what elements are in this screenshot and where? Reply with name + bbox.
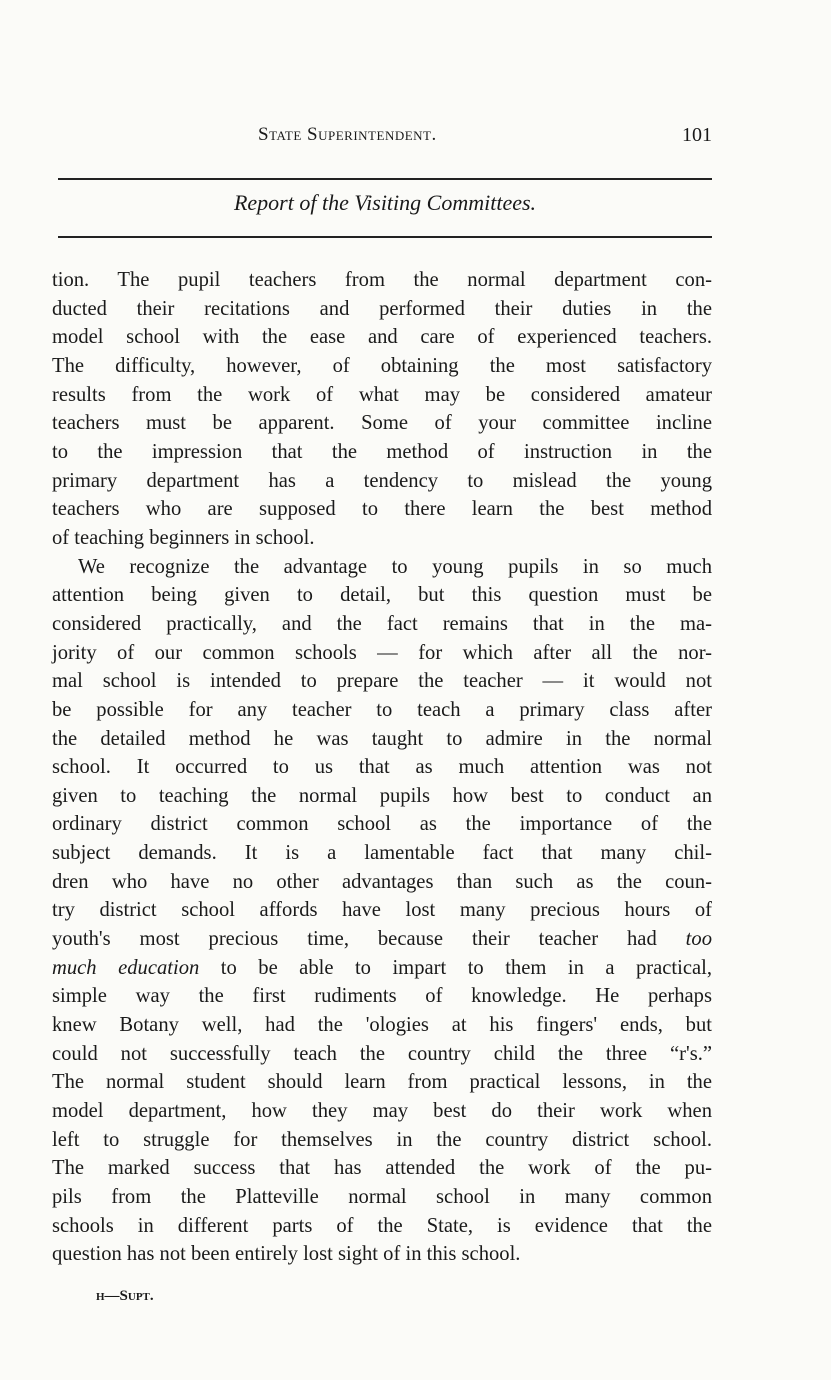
running-title: State Superintendent. [258,124,437,145]
text-line: considered practically, and the fact remains that in the ma- [52,612,712,635]
section-title: Report of the Visiting Committees. [233,190,537,215]
text-line: attention being given to detail, but this question must be [52,584,712,607]
text-line: try district school affords have lost many precious hours of [52,899,712,922]
text-line: The difficulty, however, of obtaining the most satisfactory [52,354,712,377]
text-line: to the impression that the method of instruction in the [52,440,712,463]
page-header [58,124,712,154]
text-line: left to struggle for themselves in the country district school. [52,1128,712,1151]
text-line: given to teaching the normal pupils how best to conduct an [52,784,712,807]
text-line: We recognize the advantage to young pupils in so much [78,555,712,578]
text-line: simple way the first rudiments of knowledge. He perhaps [52,985,712,1008]
text-line: dren who have no other advantages than such as the coun- [52,870,712,893]
text-line: ducted their recitations and performed their duties in the [52,297,712,320]
signature-mark: h—Supt. [96,1288,154,1304]
text-line: tion. The pupil teachers from the normal department con- [52,269,712,291]
text-line: subject demands. It is a lamentable fact that many chil- [52,842,712,865]
text-line: mal school is intended to prepare the teacher — it would not [52,670,712,693]
text-line: primary department has a tendency to mislead the young [52,469,712,492]
header-rule-bottom [58,236,712,238]
text-line: schools in different parts of the State, is evidence that the [52,1214,712,1237]
paragraph-2 [52,553,712,1269]
text-line: jority of our common schools — for which after all the nor- [52,641,712,664]
text-line: question has not been entirely lost sight of in this school. [52,1243,521,1266]
text-line: teachers who are supposed to there learn the best method [52,498,712,521]
text-line: the detailed method he was taught to admire in the normal [52,727,712,750]
text-line: of teaching beginners in school. [52,526,315,549]
text-line: could not successfully teach the country child the three “r's.” [52,1042,712,1065]
text-line: model department, how they may best do their work when [52,1100,712,1123]
text-line: knew Botany well, had the 'ologies at his fingers' ends, but [52,1014,712,1037]
text-line: pils from the Platteville normal school in many common [52,1186,712,1208]
text-line: results from the work of what may be considered amateur [52,383,712,406]
line-remainder: to be able to impart to them in a practical, [199,956,712,979]
page-number: 101 [682,124,712,146]
header-rule-top [58,178,712,180]
text-line: teachers must be apparent. Some of your committee incline [52,412,712,435]
paragraph-1 [52,266,712,553]
text-line: ordinary district common school as the importance of the [52,813,712,836]
text-line: model school with the ease and care of experienced teachers. [52,326,712,349]
text-line: The normal student should learn from practical lessons, in the [52,1071,712,1094]
body-text [52,266,712,1269]
text-line: be possible for any teacher to teach a primary class after [52,698,712,721]
italic-word: too [685,928,712,951]
text-line: The marked success that has attended the work of the pu- [52,1157,712,1180]
text-line: school. It occurred to us that as much attention was not [52,756,712,779]
italic-phrase: much education [52,956,200,979]
text-line: youth's most precious time, because their teacher had too [52,928,712,951]
text-line [52,954,712,983]
